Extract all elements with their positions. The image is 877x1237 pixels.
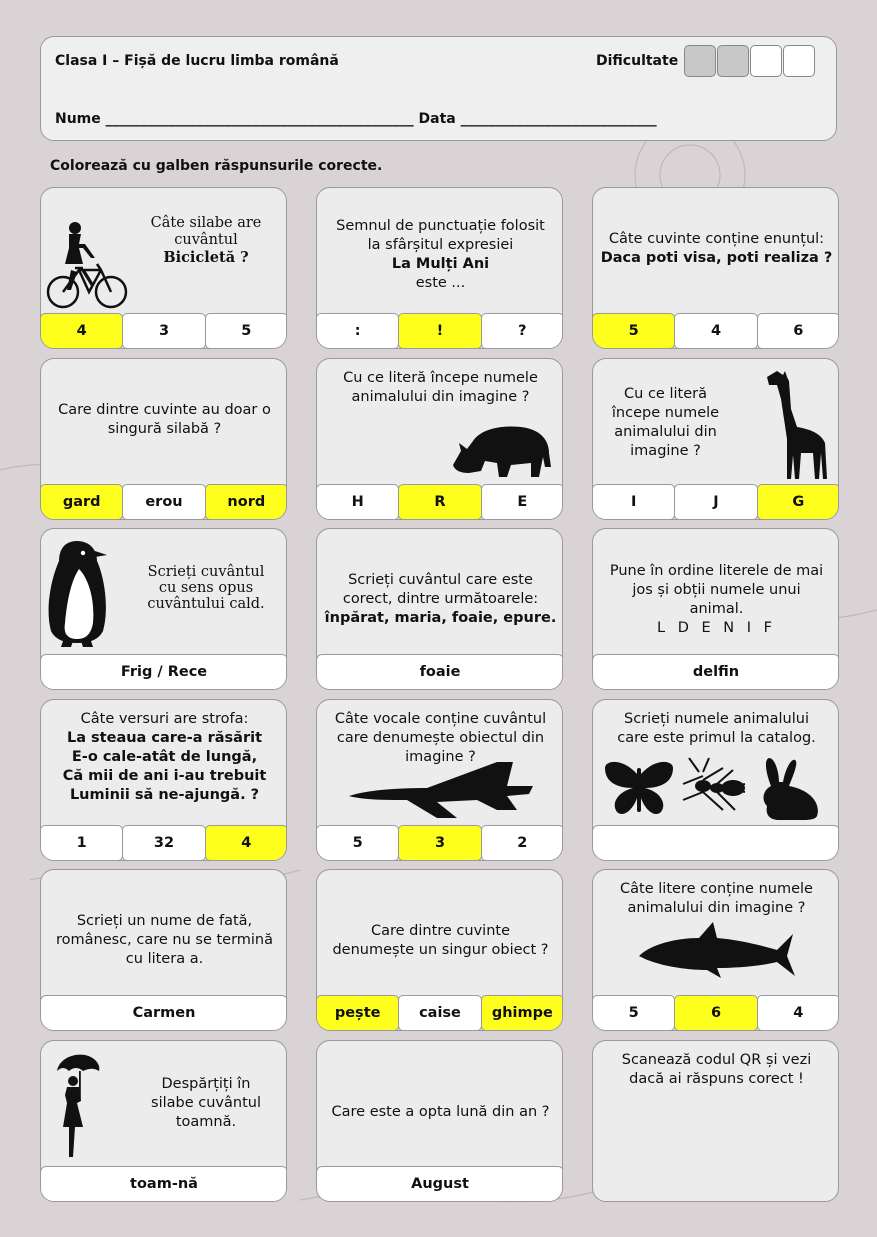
difficulty-box xyxy=(783,45,815,77)
butterfly-ant-rabbit-icon xyxy=(603,754,829,822)
question-line: Câte litere conține numele xyxy=(620,881,813,897)
answer-option[interactable]: caise xyxy=(398,995,481,1031)
answer-option[interactable]: G xyxy=(757,484,839,520)
question-line: la sfârșitul expresiei xyxy=(367,237,514,253)
answer-row xyxy=(592,313,839,349)
question-line: cuvântul xyxy=(174,232,238,248)
question-card xyxy=(316,699,563,861)
question-text xyxy=(317,1103,563,1122)
question-card xyxy=(40,1040,287,1202)
answer-row xyxy=(40,995,287,1031)
question-line: Semnul de punctuație folosit xyxy=(336,218,545,234)
answer-option[interactable]: 4 xyxy=(40,313,123,349)
question-card xyxy=(592,187,839,349)
question-line: imagine ? xyxy=(405,749,476,765)
answer-field[interactable]: toam-nă xyxy=(40,1166,287,1202)
question-line: Cu ce literă începe numele xyxy=(343,370,538,386)
answer-option[interactable]: ? xyxy=(481,313,563,349)
question-line: cu litera a. xyxy=(125,951,204,967)
answer-option[interactable]: 1 xyxy=(40,825,123,861)
answer-option[interactable]: 3 xyxy=(122,313,205,349)
question-text xyxy=(317,369,563,407)
question-text xyxy=(317,571,563,628)
answer-option[interactable]: ! xyxy=(398,313,481,349)
answer-option[interactable]: 6 xyxy=(757,313,839,349)
question-text xyxy=(317,922,563,960)
question-line: Scrieți cuvântul xyxy=(147,564,265,580)
question-card xyxy=(592,699,839,861)
question-text xyxy=(317,710,563,767)
answer-option[interactable]: R xyxy=(398,484,481,520)
question-card xyxy=(316,1040,563,1202)
question-text xyxy=(593,710,839,748)
answer-option[interactable]: 4 xyxy=(205,825,287,861)
question-text xyxy=(317,217,563,293)
answer-option[interactable]: J xyxy=(674,484,757,520)
question-text xyxy=(593,880,839,918)
answer-option[interactable]: gard xyxy=(40,484,123,520)
answer-row xyxy=(592,654,839,690)
answer-row xyxy=(316,313,563,349)
question-line: Cu ce literă xyxy=(624,386,707,402)
woman-umbrella-icon xyxy=(53,1053,103,1161)
question-line: animal. xyxy=(689,601,744,617)
question-line: Scanează codul QR și vezi xyxy=(621,1052,812,1068)
question-text xyxy=(593,385,738,461)
question-line: singură silabă ? xyxy=(107,421,222,437)
answer-row xyxy=(316,995,563,1031)
question-line: începe numele xyxy=(611,405,720,421)
question-text xyxy=(121,1075,287,1132)
answer-row xyxy=(592,825,839,861)
answer-option[interactable]: 4 xyxy=(674,313,757,349)
rabbit-icon xyxy=(764,758,818,820)
penguin-icon xyxy=(47,539,109,647)
question-line: jos și obții numele unui xyxy=(632,582,801,598)
fighter-jet-icon xyxy=(347,760,537,822)
question-line: Bicicletă ? xyxy=(163,249,249,266)
answer-row xyxy=(316,1166,563,1202)
question-line: care denumește obiectul din xyxy=(336,730,545,746)
answer-row xyxy=(40,1166,287,1202)
question-line: Câte vocale conține cuvântul xyxy=(334,711,547,727)
question-text xyxy=(121,214,287,267)
question-card xyxy=(40,187,287,349)
question-text xyxy=(593,230,839,268)
answer-option[interactable]: 3 xyxy=(398,825,481,861)
poem-line: Că mii de ani i-au trebuit xyxy=(62,768,267,784)
question-line: Scrieți cuvântul care este xyxy=(348,572,533,588)
question-line: Daca poti visa, poti realiza ? xyxy=(600,250,833,266)
question-line: Despărțiți în xyxy=(161,1076,251,1092)
question-line: imagine ? xyxy=(630,443,701,459)
question-line: dacă ai răspuns corect ! xyxy=(629,1071,804,1087)
question-card xyxy=(316,358,563,520)
answer-option[interactable]: pește xyxy=(316,995,399,1031)
answer-option[interactable]: 5 xyxy=(316,825,399,861)
woman-on-bicycle-icon xyxy=(45,220,129,312)
question-line: Scrieți numele animalului xyxy=(624,711,809,727)
question-card xyxy=(40,699,287,861)
question-card xyxy=(40,528,287,690)
question-card xyxy=(40,869,287,1031)
question-text xyxy=(593,1051,839,1089)
giraffe-icon xyxy=(763,369,829,483)
question-text xyxy=(121,563,287,614)
question-line: La Mulți Ani xyxy=(391,256,490,272)
answer-option[interactable]: nord xyxy=(205,484,287,520)
answer-row xyxy=(40,654,287,690)
answer-option[interactable]: 32 xyxy=(122,825,205,861)
answer-option[interactable]: 2 xyxy=(481,825,563,861)
butterfly-icon xyxy=(605,762,673,814)
answer-row xyxy=(316,825,563,861)
question-line: Pune în ordine literele de mai xyxy=(609,563,824,579)
question-line: silabe cuvântul xyxy=(151,1095,261,1111)
question-line: care este primul la catalog. xyxy=(617,730,816,746)
answer-row xyxy=(592,484,839,520)
question-line: Care dintre cuvinte au doar o xyxy=(58,402,271,418)
name-date-line[interactable]: Nume ____________________________________________ Data ____________________________ xyxy=(55,111,657,127)
answer-row xyxy=(316,484,563,520)
question-line: Câte cuvinte conține enunțul: xyxy=(608,231,825,247)
question-line: Care dintre cuvinte xyxy=(370,923,511,939)
answer-field[interactable] xyxy=(592,825,839,861)
answer-option[interactable]: 5 xyxy=(205,313,287,349)
question-line: înpărat, maria, foaie, epure. xyxy=(324,610,557,626)
question-line: animalului din imagine ? xyxy=(627,900,806,916)
instruction-text: Colorează cu galben răspunsurile corecte. xyxy=(50,158,383,174)
difficulty-box xyxy=(717,45,749,77)
question-card xyxy=(592,528,839,690)
question-line: Câte versuri are strofa: xyxy=(80,711,249,727)
answer-row xyxy=(592,995,839,1031)
question-card xyxy=(592,358,839,520)
difficulty-box xyxy=(750,45,782,77)
question-card xyxy=(316,528,563,690)
answer-row xyxy=(40,313,287,349)
answer-option[interactable]: : xyxy=(316,313,399,349)
answer-option[interactable]: 4 xyxy=(757,995,839,1031)
question-card xyxy=(316,869,563,1031)
answer-row xyxy=(316,654,563,690)
poem-line: La steaua care-a răsărit xyxy=(66,730,263,746)
difficulty-box xyxy=(684,45,716,77)
letters-to-order: L D E N I F xyxy=(657,620,776,636)
worksheet-title: Clasa I – Fișă de lucru limba română xyxy=(55,53,339,69)
answer-option[interactable]: 6 xyxy=(674,995,757,1031)
question-line: denumește un singur obiect ? xyxy=(332,942,549,958)
answer-field[interactable]: Frig / Rece xyxy=(40,654,287,690)
answer-field[interactable]: August xyxy=(316,1166,563,1202)
question-line: cuvântului cald. xyxy=(147,596,265,612)
answer-field[interactable]: foaie xyxy=(316,654,563,690)
question-text xyxy=(593,562,839,638)
question-line: Care este a opta lună din an ? xyxy=(331,1104,550,1120)
question-card xyxy=(40,358,287,520)
question-line: animalului din imagine ? xyxy=(351,389,530,405)
question-line: toamnă. xyxy=(175,1114,237,1130)
question-line: Scrieți un nume de fată, xyxy=(76,913,253,929)
answer-option[interactable]: erou xyxy=(122,484,205,520)
answer-row xyxy=(40,484,287,520)
answer-option[interactable]: I xyxy=(592,484,675,520)
shark-icon xyxy=(637,920,797,984)
poem-line: Luminii să ne-ajungă. ? xyxy=(69,787,260,803)
question-line: românesc, care nu se termină xyxy=(55,932,274,948)
difficulty-rating xyxy=(684,45,816,77)
question-line: corect, dintre următoarele: xyxy=(342,591,539,607)
qr-card xyxy=(592,1040,839,1202)
question-line: este ... xyxy=(415,275,466,291)
question-line: animalului din xyxy=(614,424,717,440)
answer-option[interactable]: E xyxy=(481,484,563,520)
poem-line: E-o cale-atât de lungă, xyxy=(71,749,258,765)
answer-option[interactable]: 5 xyxy=(592,995,675,1031)
answer-option[interactable]: 5 xyxy=(592,313,675,349)
answer-option[interactable]: H xyxy=(316,484,399,520)
question-line: cu sens opus xyxy=(158,580,254,596)
rhino-icon xyxy=(451,421,553,479)
answer-field[interactable]: Carmen xyxy=(40,995,287,1031)
question-card xyxy=(592,869,839,1031)
answer-option[interactable]: ghimpe xyxy=(481,995,563,1031)
answer-field[interactable]: delfin xyxy=(592,654,839,690)
question-text xyxy=(41,710,287,805)
answer-row xyxy=(40,825,287,861)
question-text xyxy=(41,912,287,969)
difficulty-label: Dificultate xyxy=(596,53,679,69)
question-line: Câte silabe are xyxy=(150,215,262,231)
question-text xyxy=(41,401,287,439)
worksheet-header xyxy=(40,36,837,141)
question-card xyxy=(316,187,563,349)
